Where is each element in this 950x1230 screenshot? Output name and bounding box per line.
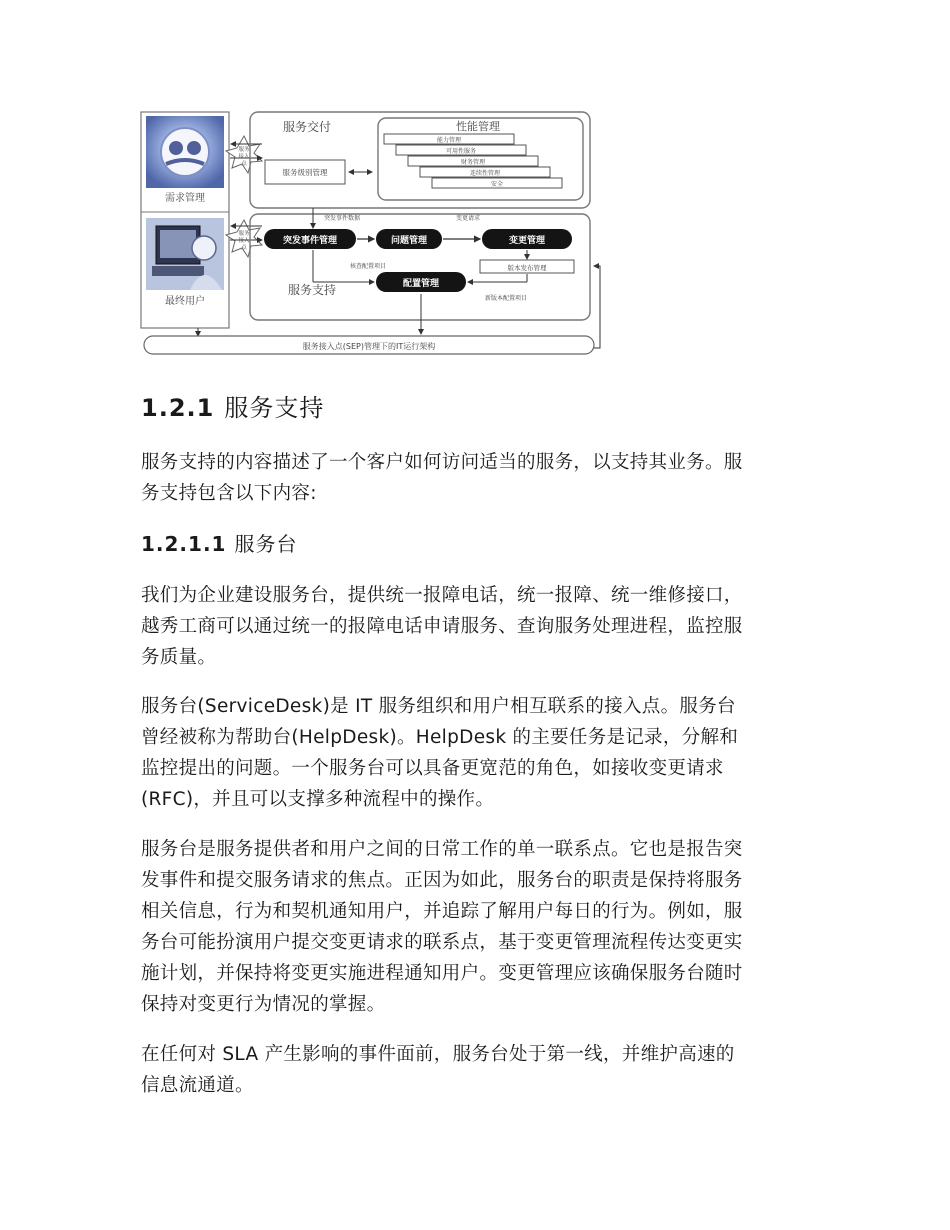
svg-text:连续性管理: 连续性管理: [469, 170, 501, 177]
section-title: 服务支持: [224, 394, 325, 422]
access-point-star-top: [226, 136, 262, 173]
svg-text:可用性服务: 可用性服务: [445, 148, 477, 155]
end-user-picture: [146, 218, 224, 290]
subsection-heading: [141, 528, 297, 557]
svg-text:变更请求: 变更请求: [455, 215, 481, 222]
demand-management-label: 需求管理: [165, 193, 205, 204]
it-operations-architecture-diagram: [138, 108, 608, 360]
svg-text:服务: 服务: [238, 231, 250, 237]
performance-mgmt-label: 性能管理: [456, 120, 500, 133]
svg-text:点: 点: [241, 161, 247, 167]
incident-mgmt-box: 突发事件管理: [282, 236, 338, 246]
service-level-mgmt-box: 服务级别管理: [282, 168, 328, 177]
sep-architecture-bar: 服务接入点(SEP)管理下的IT运行架构: [302, 342, 436, 351]
end-user-label: 最终用户: [165, 296, 205, 307]
demand-management-picture: [146, 116, 224, 188]
section-heading: [141, 388, 324, 423]
svg-text:核查配置项目: 核查配置项目: [349, 263, 387, 270]
performance-items: [384, 134, 562, 188]
subsection-title: 服务台: [234, 532, 298, 556]
paragraph-2: 服务台(ServiceDesk)是 IT 服务组织和用户相互联系的接入点。服务台 曾经被称为帮助台(HelpDesk)。HelpDesk 的主要任务是记录，分解和 监控提出的问题。一个服务台可以具备更宽范的角色，如接收变更请求 (RFC)，并且可以支撑多种流程中的操作。: [141, 696, 739, 810]
subsection-number: 1.2.1.1: [141, 532, 227, 556]
svg-text:安全: 安全: [490, 181, 504, 188]
svg-text:接入: 接入: [238, 154, 250, 160]
svg-text:接入: 接入: [238, 238, 250, 244]
service-delivery-label: 服务交付: [283, 120, 332, 134]
problem-mgmt-box: 问题管理: [390, 236, 428, 246]
svg-text:财务管理: 财务管理: [460, 159, 486, 166]
svg-text:新版本配置项目: 新版本配置项目: [484, 295, 528, 302]
paragraph-3: 服务台是服务提供者和用户之间的日常工作的单一联系点。它也是报告突 发事件和提交服务请求的焦点。正因为如此，服务台的职责是保持将服务 相关信息，行为和契机通知用户，并追踪了解用户每日的行为。例如，服 务台可能扮演用户提交变更请求的联系点，基于变更管理流程传达变更实 施计划，并保持将变更实施进程通知用户。变更管理应该确保服务台随时 保持对变更行为情况的掌握。: [141, 839, 743, 1015]
change-mgmt-box: 变更管理: [508, 236, 546, 246]
paragraph-1: 我们为企业建设服务台，提供统一报障电话，统一报障、统一维修接口， 越秀工商可以通过统一的报障电话申请服务、查询服务处理进程，监控服 务质量。: [141, 585, 743, 668]
service-support-label: 服务支持: [288, 283, 337, 297]
config-mgmt-box: 配置管理: [402, 279, 440, 289]
svg-text:突发事件数据: 突发事件数据: [323, 215, 361, 222]
svg-text:服务: 服务: [238, 147, 250, 153]
section-number: 1.2.1: [141, 394, 215, 422]
paragraph-4: 在任何对 SLA 产生影响的事件面前，服务台处于第一线，并维护高速的 信息流通道。: [141, 1044, 735, 1096]
section-intro: 服务支持的内容描述了一个客户如何访问适当的服务，以支持其业务。服 务支持包含以下内容:: [141, 452, 743, 504]
release-mgmt-box: 版本发布管理: [507, 264, 547, 272]
svg-text:能力管理: 能力管理: [436, 137, 462, 144]
svg-text:点: 点: [241, 245, 247, 251]
